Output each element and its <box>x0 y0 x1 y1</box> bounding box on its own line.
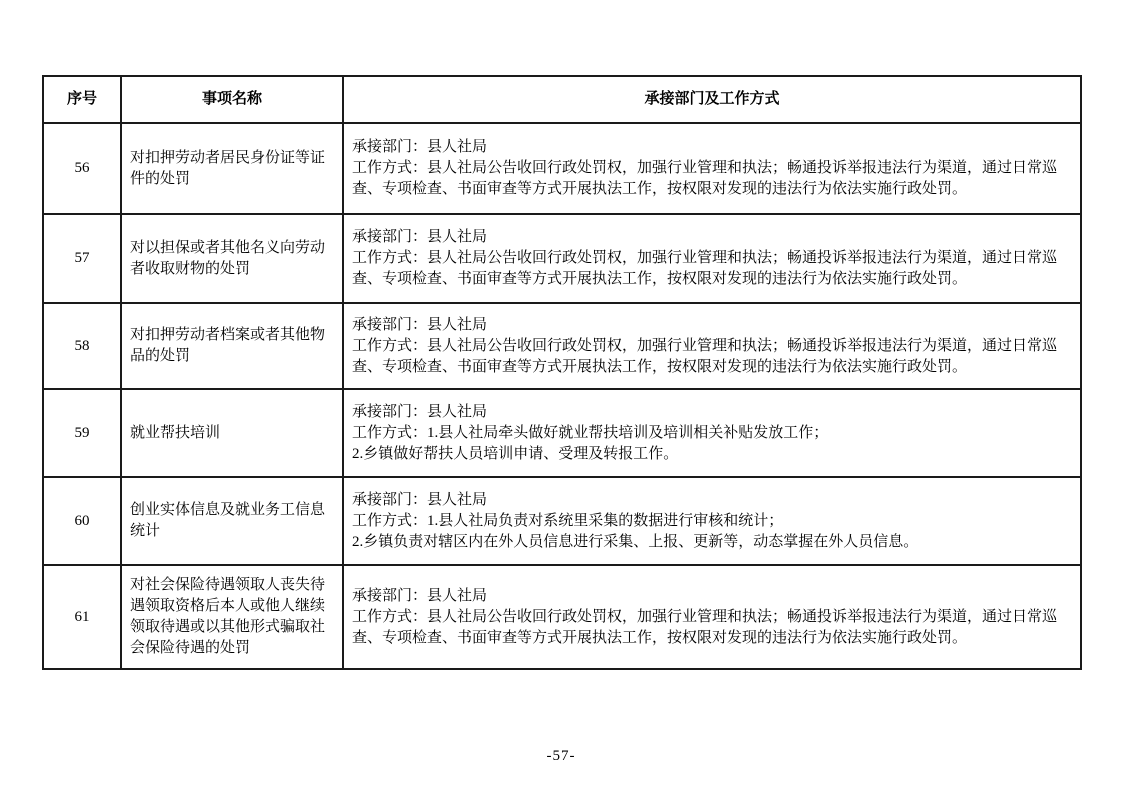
table-row <box>43 123 1081 214</box>
item-name-cell: 就业帮扶培训 <box>121 389 343 477</box>
items-table <box>42 75 1082 670</box>
detail-cell <box>343 565 1081 669</box>
workmethod-line: 工作方式：县人社局公告收回行政处罚权，加强行业管理和执法；畅通投诉举报违法行为渠道，通过日常巡查、专项检查、书面审查等方式开展执法工作，按权限对发现的违法行为依法实施行政处罚。 <box>352 250 1058 287</box>
serial-number-cell: 56 <box>43 123 121 214</box>
department-line: 承接部门：县人社局 <box>352 316 488 333</box>
workmethod-line: 工作方式：1.县人社局牵头做好就业帮扶培训及培训相关补贴发放工作； <box>352 424 829 441</box>
workmethod-line: 工作方式：1.县人社局负责对系统里采集的数据进行审核和统计； <box>352 512 784 529</box>
table-row <box>43 389 1081 477</box>
header-department-workmethod: 承接部门及工作方式 <box>343 76 1081 123</box>
serial-number-cell: 59 <box>43 389 121 477</box>
workmethod-line: 2.乡镇负责对辖区内在外人员信息进行采集、上报、更新等，动态掌握在外人员信息。 <box>352 533 919 550</box>
department-line: 承接部门：县人社局 <box>352 491 488 508</box>
workmethod-line: 2.乡镇做好帮扶人员培训申请、受理及转报工作。 <box>352 445 679 462</box>
department-line: 承接部门：县人社局 <box>352 403 488 420</box>
page-number: -57- <box>546 748 576 764</box>
workmethod-line: 工作方式：县人社局公告收回行政处罚权，加强行业管理和执法；畅通投诉举报违法行为渠道，通过日常巡查、专项检查、书面审查等方式开展执法工作，按权限对发现的违法行为依法实施行政处罚。 <box>352 337 1058 375</box>
item-name-cell: 创业实体信息及就业务工信息统计 <box>121 477 343 565</box>
item-name-cell: 对社会保险待遇领取人丧失待遇领取资格后本人或他人继续领取待遇或以其他形式骗取社会保险待遇的处罚 <box>121 565 343 669</box>
detail-cell <box>343 123 1081 214</box>
department-line: 承接部门：县人社局 <box>352 139 488 155</box>
table-row <box>43 565 1081 669</box>
header-item-name: 事项名称 <box>121 76 343 123</box>
serial-number-cell: 57 <box>43 214 121 303</box>
workmethod-line: 工作方式：县人社局公告收回行政处罚权，加强行业管理和执法；畅通投诉举报违法行为渠道，通过日常巡查、专项检查、书面审查等方式开展执法工作，按权限对发现的违法行为依法实施行政处罚。 <box>352 608 1058 646</box>
department-line: 承接部门：县人社局 <box>352 229 488 245</box>
header-serial-number: 序号 <box>43 76 121 123</box>
serial-number-cell: 61 <box>43 565 121 669</box>
serial-number-cell: 60 <box>43 477 121 565</box>
detail-cell <box>343 214 1081 303</box>
detail-cell <box>343 389 1081 477</box>
table-row <box>43 303 1081 389</box>
item-name-cell: 对以担保或者其他名义向劳动者收取财物的处罚 <box>121 214 343 303</box>
table-header-row <box>43 76 1081 123</box>
table-row <box>43 214 1081 303</box>
table-row <box>43 477 1081 565</box>
workmethod-line: 工作方式：县人社局公告收回行政处罚权，加强行业管理和执法；畅通投诉举报违法行为渠道，通过日常巡查、专项检查、书面审查等方式开展执法工作，按权限对发现的违法行为依法实施行政处罚。 <box>352 160 1058 197</box>
item-name-cell: 对扣押劳动者居民身份证等证件的处罚 <box>121 123 343 214</box>
item-name-cell: 对扣押劳动者档案或者其他物品的处罚 <box>121 303 343 389</box>
serial-number-cell: 58 <box>43 303 121 389</box>
department-line: 承接部门：县人社局 <box>352 587 488 604</box>
detail-cell <box>343 477 1081 565</box>
detail-cell <box>343 303 1081 389</box>
